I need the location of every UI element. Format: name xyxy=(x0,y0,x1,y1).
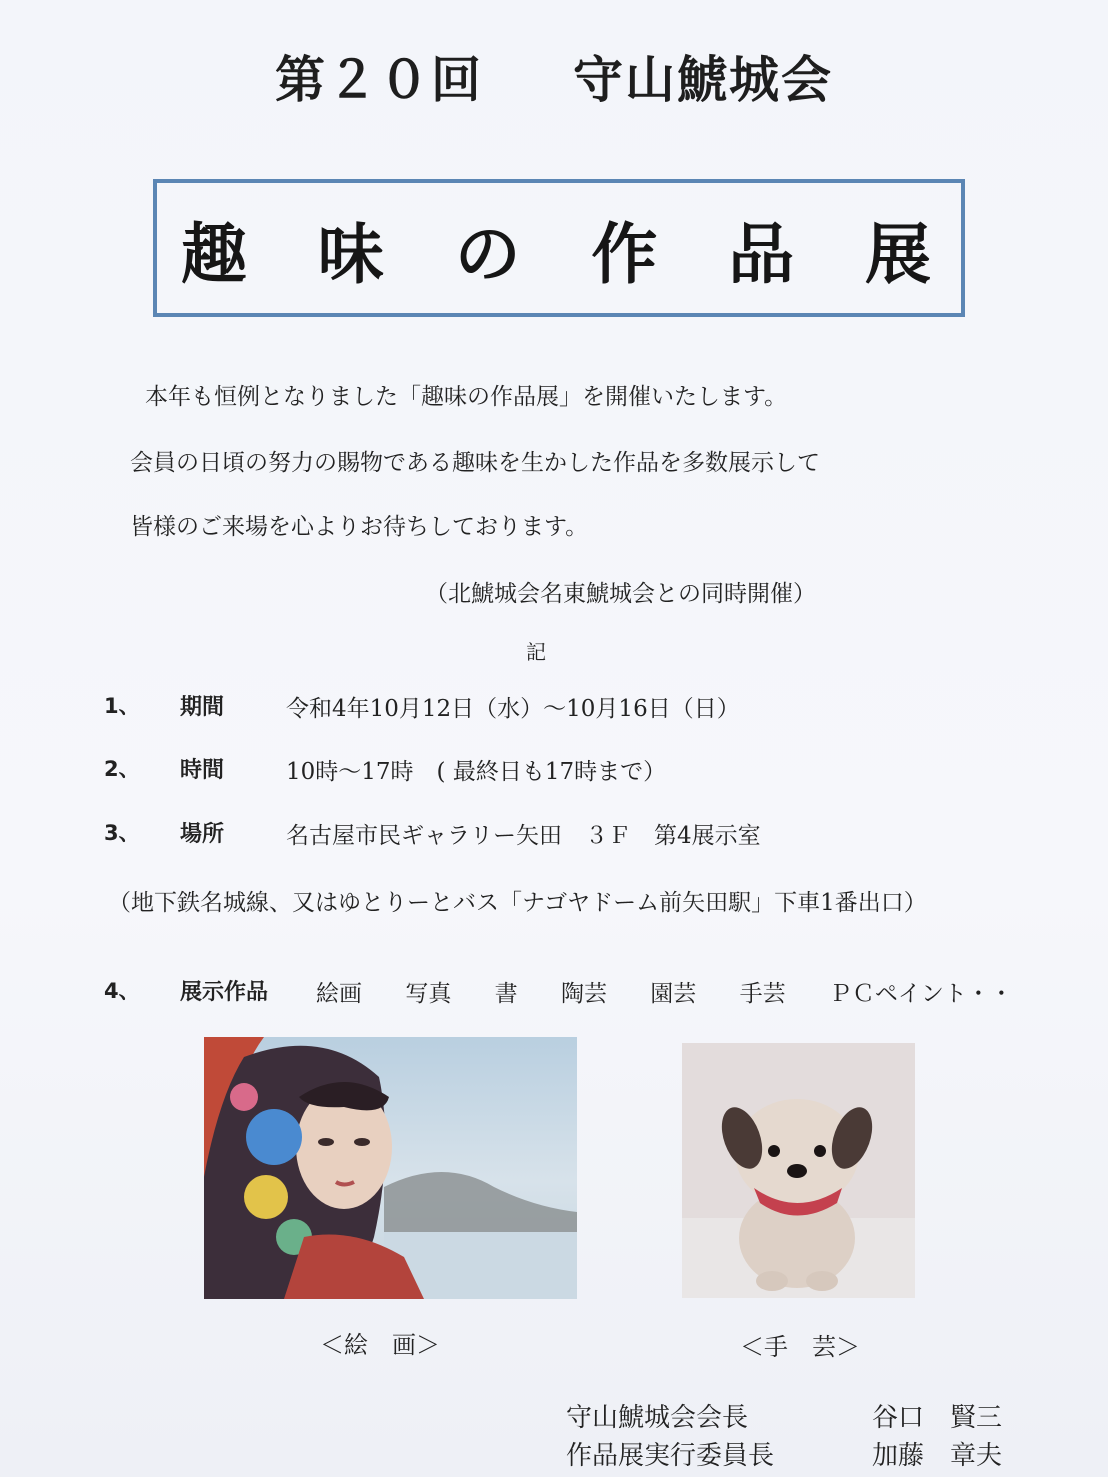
painting-woman-portrait-icon xyxy=(204,1037,577,1299)
intro-line: 会員の日頃の努力の賜物である趣味を生かした作品を多数展示して xyxy=(130,450,820,476)
detail-row-time xyxy=(104,753,1004,783)
title-char: 品 xyxy=(728,215,795,293)
detail-row-exhibits xyxy=(104,975,324,1005)
exhibition-title-box xyxy=(153,179,965,317)
signature-role: 作品展実行委員長 xyxy=(566,1441,775,1471)
signature-role: 守山鯱城会会長 xyxy=(566,1403,749,1433)
exhibit-item: ＰＣペイント・・ xyxy=(828,981,1013,1007)
craft-caption: ＜手 芸＞ xyxy=(740,1333,860,1361)
item-number: 1、 xyxy=(104,694,140,718)
item-label: 展示作品 xyxy=(180,980,269,1005)
title-char: 味 xyxy=(317,215,384,293)
intro-line: 皆様のご来場を心よりお待ちしております。 xyxy=(130,514,589,540)
signature-name: 加藤 章夫 xyxy=(872,1441,1003,1471)
felt-dog-craft-icon xyxy=(682,1043,915,1298)
title-char: の xyxy=(454,215,521,293)
detail-row-period xyxy=(104,690,1004,720)
item-value: 令和4年10月12日（水）〜10月16日（日） xyxy=(286,696,740,722)
item-value: 名古屋市民ギャラリー矢田 ３Ｆ 第4展示室 xyxy=(286,823,761,849)
exhibit-item: 手芸 xyxy=(739,981,786,1007)
title-char: 作 xyxy=(591,215,658,293)
exhibit-item: 写真 xyxy=(405,981,452,1007)
item-label: 時間 xyxy=(180,758,225,783)
exhibit-item: 陶芸 xyxy=(560,981,607,1007)
joint-note: （北鯱城会名東鯱城会との同時開催） xyxy=(425,581,816,607)
item-number: 2、 xyxy=(104,757,140,781)
item-label: 場所 xyxy=(180,822,225,847)
title-char: 展 xyxy=(864,215,931,293)
event-heading xyxy=(0,40,1108,112)
edition-label: 第２０回 xyxy=(275,51,483,109)
item-number: 3、 xyxy=(104,821,140,845)
item-value: 10時〜17時 ( 最終日も17時まで） xyxy=(286,759,667,785)
detail-row-place xyxy=(104,817,1004,847)
painting-photo xyxy=(204,1037,577,1299)
craft-photo xyxy=(682,1043,915,1298)
painting-caption: ＜絵 画＞ xyxy=(320,1331,440,1359)
title-char: 趣 xyxy=(181,215,247,293)
exhibit-item: 園芸 xyxy=(650,981,697,1007)
access-note: （地下鉄名城線、又はゆとりーとバス「ナゴヤドーム前矢田駅」下車1番出口） xyxy=(108,890,927,916)
item-number: 4、 xyxy=(104,979,140,1003)
exhibit-item: 絵画 xyxy=(316,981,362,1007)
club-name: 守山鯱城会 xyxy=(573,51,833,109)
signature-name: 谷口 賢三 xyxy=(872,1403,1003,1433)
exhibit-list xyxy=(316,975,1035,1008)
item-label: 期間 xyxy=(180,695,225,720)
ki-mark: 記 xyxy=(526,640,546,664)
exhibit-item: 書 xyxy=(494,981,518,1007)
intro-line: 本年も恒例となりました「趣味の作品展」を開催いたします。 xyxy=(145,384,788,410)
